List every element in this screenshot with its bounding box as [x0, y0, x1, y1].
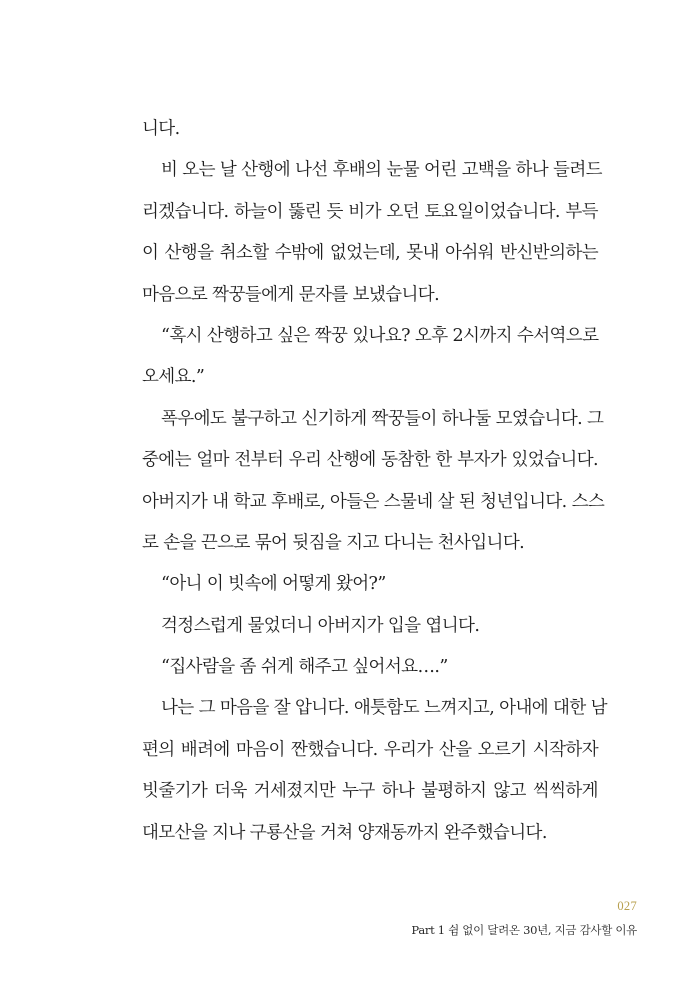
text-line: 폭우에도 불구하고 신기하게 짝꿍들이 하나둘 모였습니다. 그 [161, 408, 604, 429]
text-line: 빗줄기가 더욱 거세졌지만 누구 하나 불평하지 않고 씩씩하게 [142, 781, 598, 802]
text-line: 리겠습니다. 하늘이 뚫린 듯 비가 오던 토요일이었습니다. 부득 [142, 201, 598, 222]
running-footer: Part 1 쉼 없이 달려온 30년, 지금 감사할 이유 [411, 923, 637, 937]
text-line: “아니 이 빗속에 어떻게 왔어?” [161, 574, 386, 595]
text-line: 편의 배려에 마음이 짠했습니다. 우리가 산을 오르기 시작하자 [142, 739, 598, 760]
text-line: “집사람을 좀 쉬게 해주고 싶어서요….” [161, 657, 448, 678]
text-line: 나는 그 마음을 잘 압니다. 애틋함도 느껴지고, 아내에 대한 남 [161, 698, 607, 719]
text-line: 로 손을 끈으로 묶어 뒷짐을 지고 다니는 천사입니다. [142, 532, 525, 553]
text-line: 걱정스럽게 물었더니 아버지가 입을 엽니다. [161, 615, 480, 636]
text-line: 마음으로 짝꿍들에게 문자를 보냈습니다. [142, 284, 440, 305]
text-line: 이 산행을 취소할 수밖에 없었는데, 못내 아쉬워 반신반의하는 [142, 243, 598, 264]
text-line: 대모산을 지나 구룡산을 거쳐 양재동까지 완주했습니다. [142, 822, 547, 843]
text-line: 오세요.” [142, 367, 205, 388]
text-line: 아버지가 내 학교 후배로, 아들은 스물네 살 된 청년입니다. 스스 [142, 491, 605, 512]
text-line: 니다. [142, 119, 180, 139]
text-line: “혹시 산행하고 싶은 짝꿍 있나요? 오후 2시까지 수서역으로 [161, 325, 599, 346]
text-line: 중에는 얼마 전부터 우리 산행에 동참한 한 부자가 있었습니다. [142, 450, 598, 471]
text-line: 비 오는 날 산행에 나선 후배의 눈물 어린 고백을 하나 들려드 [161, 160, 602, 181]
body-text [142, 114, 607, 859]
page-number: 027 [617, 899, 637, 913]
